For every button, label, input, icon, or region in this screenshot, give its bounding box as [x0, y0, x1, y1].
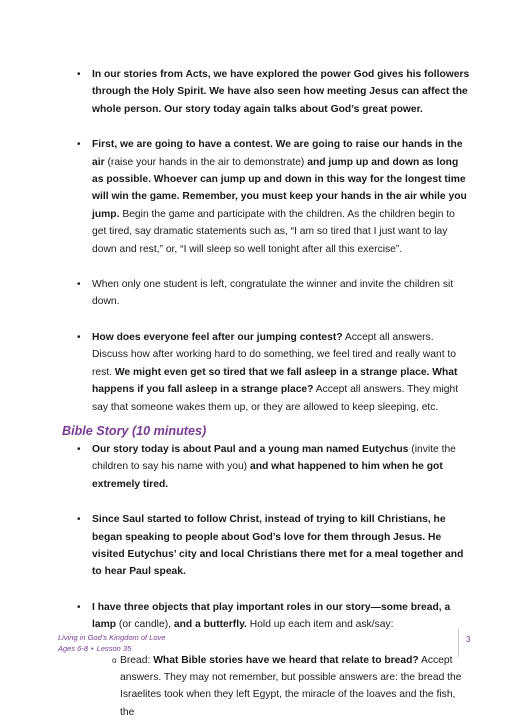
- bullet-text: [92, 279, 453, 307]
- text-run: (or candle),: [116, 619, 174, 631]
- sub-bullet-bread: [60, 652, 470, 721]
- story-bullet-item: [60, 511, 470, 581]
- text-run: Accept all answers. They might say that someone wakes them up, or they are allowed to keep sleeping, etc.: [92, 384, 459, 413]
- bold-text-run: and a butterfly.: [173, 619, 247, 631]
- sub-bullet-marker: o: [112, 655, 117, 665]
- lesson-content: [60, 66, 470, 721]
- footer-lesson: Lesson 35: [96, 644, 132, 653]
- footer: [58, 632, 165, 654]
- intro-bullet-item: [60, 329, 470, 416]
- text-run: Accept answers. They may not remember, but possible answers are: the bread the Israelites took when they left Egypt, the miracle of the loaves and the fish, the: [120, 654, 462, 718]
- bullet-text: [92, 444, 456, 490]
- bullet-marker: •: [77, 139, 81, 151]
- bold-text-run: and what happened to him when he got extremely tired.: [92, 461, 443, 490]
- section-title-bible-story: Bible Story (10 minutes): [62, 423, 207, 438]
- bold-text-run: Since Saul started to follow Christ, instead of trying to kill Christians, he began speaking to people about God’s love for them through Jesus. He visited Eutychus’ city and local Christians there met for a meal together and to hear Paul speak.: [92, 514, 464, 578]
- intro-bullet-item: [60, 66, 470, 118]
- bullet-text: [92, 514, 463, 577]
- bold-text-run: How does everyone feel after our jumping contest?: [92, 331, 343, 343]
- footer-divider: [458, 629, 459, 657]
- bullet-text: [92, 332, 458, 413]
- page-number: 3: [466, 635, 471, 644]
- text-run: Bread:: [120, 654, 154, 666]
- bold-text-run: In our stories from Acts, we have explored the power God gives his followers through the Holy Spirit. We have also seen how meeting Jesus can affect the whole person. Our story today again talks about God’s great power.: [92, 69, 470, 115]
- intro-bullet-list: [60, 66, 470, 416]
- footer-meta: [58, 643, 165, 654]
- bold-text-run: I have three objects that play important roles in our story—some bread, a lamp: [92, 601, 451, 631]
- bullet-marker: •: [77, 601, 81, 613]
- text-run: When only one student is left, congratulate the winner and invite the children sit down.: [92, 279, 454, 308]
- text-run: (invite the children to say his name with you): [92, 443, 456, 473]
- intro-bullet-item: [60, 136, 470, 258]
- bullet-marker: •: [77, 443, 81, 455]
- story-bullet-list: [60, 441, 470, 634]
- bullet-text: [92, 139, 467, 254]
- footer-series-title: Living in God’s Kingdom of Love: [58, 633, 166, 642]
- intro-bullet-item: [60, 276, 470, 311]
- story-bullet-item: [60, 599, 470, 634]
- bullet-marker: •: [77, 279, 81, 291]
- text-run: Accept all answers. Discuss how after working hard to do something, we feel tired and really want to rest.: [92, 331, 457, 378]
- sub-bullet-text: [120, 655, 462, 718]
- bold-text-run: What Bible stories have we heard that relate to bread?: [153, 654, 419, 666]
- text-run: Hold up each item and ask/say:: [246, 619, 394, 631]
- text-run: Begin the game and participate with the children. As the children begin to get tired, say dramatic statements such as, “I am so tired that I just want to lay down and rest,” or, “I will sleep so well tonight after all this exercise”.: [92, 208, 455, 255]
- bullet-marker: •: [77, 69, 81, 80]
- footer-bullet: •: [91, 644, 94, 653]
- bold-text-run: First, we are going to have a contest. We are going to raise our hands in the air: [92, 139, 463, 168]
- bold-text-run: We might even get so tired that we fall asleep in a strange place. What happens if you fall asleep in a strange place?: [92, 366, 458, 396]
- bold-text-run: and jump up and down as long as possible. Whoever can jump up and down in this way for the longest time will win the game. Remember, you must keep your hands in the air while you jump.: [92, 156, 467, 220]
- bold-text-run: Our story today is about Paul and a young man named Eutychus: [92, 443, 409, 455]
- bullet-marker: •: [77, 514, 81, 526]
- bullet-text: [92, 602, 450, 630]
- text-run: (raise your hands in the air to demonstrate): [104, 156, 308, 168]
- bullet-marker: •: [77, 331, 81, 343]
- story-bullet-item: [60, 441, 470, 493]
- footer-ages: Ages 6-8: [58, 644, 89, 653]
- bullet-text: [92, 69, 469, 115]
